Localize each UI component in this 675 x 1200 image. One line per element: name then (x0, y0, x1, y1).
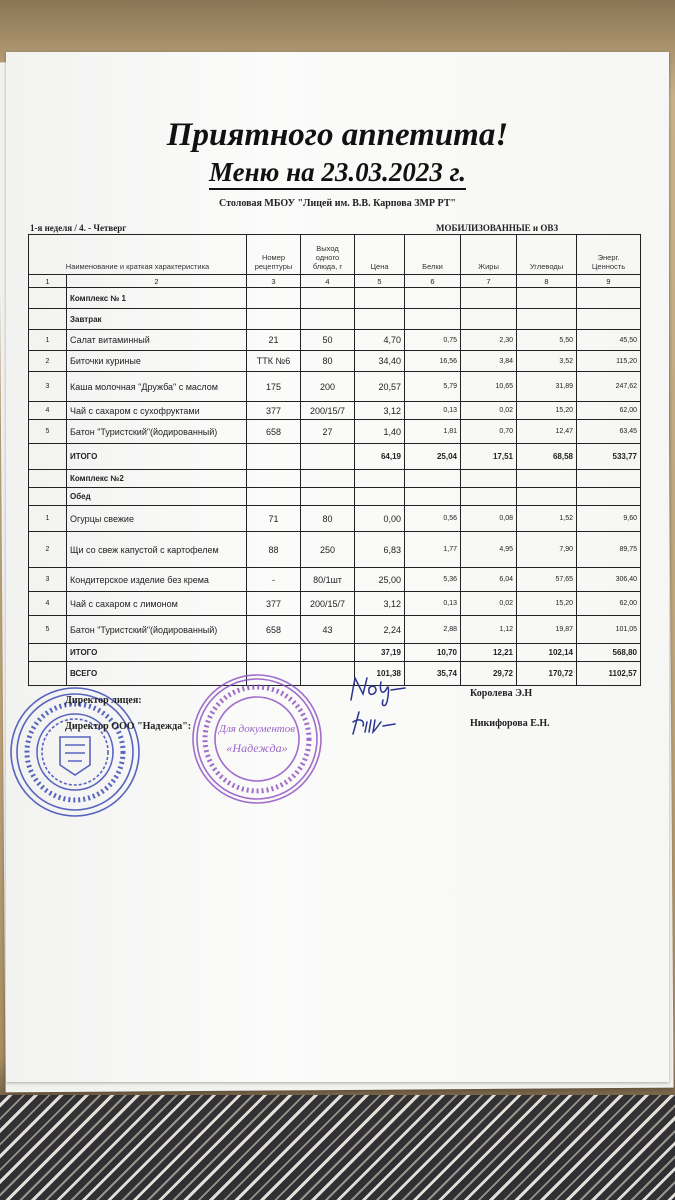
cell-price: 4,70 (355, 330, 405, 351)
cell-price: 1,40 (355, 420, 405, 444)
header-carbs: Углеводы (517, 235, 577, 275)
table-row (29, 372, 641, 402)
table-row (29, 568, 641, 592)
cell-fat: 0,02 (461, 402, 517, 420)
col-number: 6 (405, 275, 461, 288)
total-carbs: 68,58 (517, 444, 577, 470)
cell-protein: 0,13 (405, 592, 461, 616)
cell-name: Кондитерское изделие без крема (67, 568, 247, 592)
total-price: 37,19 (355, 644, 405, 662)
cell-carbs: 12,47 (517, 420, 577, 444)
cell-recipe: 88 (247, 532, 301, 568)
cell-protein: 0,75 (405, 330, 461, 351)
column-numbers-row (29, 275, 641, 288)
cell-yield: 80/1шт (301, 568, 355, 592)
cell-carbs: 1,52 (517, 506, 577, 532)
cell-fat: 10,65 (461, 372, 517, 402)
cell-name: Щи со свеж капустой с картофелем (67, 532, 247, 568)
cell-yield: 43 (301, 616, 355, 644)
cell-carbs: 19,87 (517, 616, 577, 644)
total-row (29, 644, 641, 662)
complex-label: Комплекс №2 (67, 470, 247, 488)
col-number: 4 (301, 275, 355, 288)
cell-yield: 50 (301, 330, 355, 351)
cell-yield: 200 (301, 372, 355, 402)
total-fat: 12,21 (461, 644, 517, 662)
director-label: Директор лицея: (65, 695, 142, 706)
meal-row (29, 488, 641, 506)
col-number: 5 (355, 275, 405, 288)
meal-label: Завтрак (67, 309, 247, 330)
col-number: 7 (461, 275, 517, 288)
cell-yield: 200/15/7 (301, 592, 355, 616)
cell-name: Чай с сахаром с лимоном (67, 592, 247, 616)
organization-name: Столовая МБОУ "Лицей им. В.В. Карпова ЗМР РТ" (219, 198, 456, 209)
menu-date (6, 157, 669, 188)
meal-label: Обед (67, 488, 247, 506)
cell-protein: 1,81 (405, 420, 461, 444)
page-title: Приятного аппетита! (166, 117, 509, 153)
cell-energy: 115,20 (577, 351, 641, 372)
col-number: 2 (67, 275, 247, 288)
col-number: 3 (247, 275, 301, 288)
complex-label: Комплекс № 1 (67, 288, 247, 309)
cell-recipe: 658 (247, 420, 301, 444)
table-row (29, 402, 641, 420)
header-yield: Выход одного блюда, г (301, 235, 355, 275)
total-energy: 533,77 (577, 444, 641, 470)
total-protein: 10,70 (405, 644, 461, 662)
cell-recipe: 377 (247, 592, 301, 616)
cell-carbs: 15,20 (517, 592, 577, 616)
cell-no: 5 (29, 616, 67, 644)
company-stamp-icon (190, 672, 325, 807)
menu-date-text: Меню на 23.03.2023 г. (209, 157, 466, 190)
col-number: 9 (577, 275, 641, 288)
cell-price: 20,57 (355, 372, 405, 402)
cell-name: Салат витаминный (67, 330, 247, 351)
grand-total-fat: 29,72 (461, 662, 517, 686)
total-price: 64,19 (355, 444, 405, 470)
header-fat: Жиры (461, 235, 517, 275)
table-row (29, 592, 641, 616)
complex1-rows (29, 330, 641, 444)
cell-energy: 101,05 (577, 616, 641, 644)
grand-total-energy: 1102,57 (577, 662, 641, 686)
cell-energy: 89,75 (577, 532, 641, 568)
cell-fat: 4,95 (461, 532, 517, 568)
section-row (29, 470, 641, 488)
cell-protein: 16,56 (405, 351, 461, 372)
cell-yield: 80 (301, 351, 355, 372)
cell-price: 3,12 (355, 592, 405, 616)
cell-recipe: - (247, 568, 301, 592)
cell-name: Биточки куриные (67, 351, 247, 372)
total-fat: 17,51 (461, 444, 517, 470)
stamp-name-text: «Надежда» (226, 741, 288, 755)
company-director-name: Никифорова Е.Н. (470, 718, 550, 729)
cell-no: 4 (29, 592, 67, 616)
cell-no: 2 (29, 532, 67, 568)
complex2-rows (29, 506, 641, 644)
cell-fat: 0,08 (461, 506, 517, 532)
cell-price: 6,83 (355, 532, 405, 568)
cell-fat: 0,02 (461, 592, 517, 616)
table-row (29, 506, 641, 532)
grand-total-row (29, 662, 641, 686)
cell-energy: 9,60 (577, 506, 641, 532)
table-header-row (29, 235, 641, 275)
week-day-label: 1-я неделя / 4. - Четверг (30, 223, 127, 233)
cell-protein: 0,56 (405, 506, 461, 532)
cell-name: Батон "Туристский"(йодированный) (67, 616, 247, 644)
cell-energy: 62,00 (577, 402, 641, 420)
cell-price: 2,24 (355, 616, 405, 644)
cell-protein: 2,88 (405, 616, 461, 644)
cell-energy: 247,62 (577, 372, 641, 402)
cell-protein: 1,77 (405, 532, 461, 568)
company-director-label: Директор ООО "Надежда": (65, 721, 192, 732)
cell-recipe: 377 (247, 402, 301, 420)
cell-carbs: 7,90 (517, 532, 577, 568)
cell-name: Каша молочная "Дружба" с маслом (67, 372, 247, 402)
header-price: Цена (355, 235, 405, 275)
cell-name: Чай с сахаром с сухофруктами (67, 402, 247, 420)
cell-protein: 0,13 (405, 402, 461, 420)
total-row (29, 444, 641, 470)
cell-no: 5 (29, 420, 67, 444)
cell-energy: 45,50 (577, 330, 641, 351)
category-label: МОБИЛИЗОВАННЫЕ и ОВЗ (436, 223, 559, 233)
cell-no: 4 (29, 402, 67, 420)
cell-no: 2 (29, 351, 67, 372)
header-name: Наименование и краткая характеристика (29, 235, 247, 275)
cell-carbs: 5,50 (517, 330, 577, 351)
cell-yield: 27 (301, 420, 355, 444)
total-energy: 568,80 (577, 644, 641, 662)
table-row (29, 420, 641, 444)
cell-no: 1 (29, 506, 67, 532)
cell-no: 3 (29, 568, 67, 592)
cell-yield: 250 (301, 532, 355, 568)
cell-protein: 5,36 (405, 568, 461, 592)
cell-fat: 2,30 (461, 330, 517, 351)
total-label: ИТОГО (67, 444, 247, 470)
total-label: ИТОГО (67, 644, 247, 662)
menu-document (6, 52, 669, 1082)
grand-total-carbs: 170,72 (517, 662, 577, 686)
cell-recipe: 21 (247, 330, 301, 351)
menu-table (28, 234, 641, 686)
cell-fat: 0,70 (461, 420, 517, 444)
header-protein: Белки (405, 235, 461, 275)
total-carbs: 102,14 (517, 644, 577, 662)
cell-no: 3 (29, 372, 67, 402)
section-row (29, 288, 641, 309)
table-row (29, 351, 641, 372)
table-row (29, 616, 641, 644)
cell-price: 25,00 (355, 568, 405, 592)
cell-carbs: 31,89 (517, 372, 577, 402)
stamp-center-text: Для документов (218, 723, 296, 735)
cell-fat: 1,12 (461, 616, 517, 644)
cell-price: 34,40 (355, 351, 405, 372)
header-energy: Энерг. Ценность (577, 235, 641, 275)
handwritten-signatures-icon (345, 672, 430, 742)
meal-row (29, 309, 641, 330)
cell-yield: 80 (301, 506, 355, 532)
grand-total-price: 101,38 (355, 662, 405, 686)
cell-price: 3,12 (355, 402, 405, 420)
grand-total-label: ВСЕГО (67, 662, 247, 686)
cell-price: 0,00 (355, 506, 405, 532)
cell-name: Батон "Туристский"(йодированный) (67, 420, 247, 444)
table-row (29, 532, 641, 568)
grand-total-protein: 35,74 (405, 662, 461, 686)
cell-protein: 5,79 (405, 372, 461, 402)
cell-name: Огурцы свежие (67, 506, 247, 532)
cell-energy: 63,45 (577, 420, 641, 444)
total-protein: 25,04 (405, 444, 461, 470)
fabric-background (0, 1095, 675, 1200)
cell-no: 1 (29, 330, 67, 351)
cell-recipe: ТТК №6 (247, 351, 301, 372)
cell-carbs: 15,20 (517, 402, 577, 420)
cell-energy: 62,00 (577, 592, 641, 616)
cell-recipe: 175 (247, 372, 301, 402)
cell-yield: 200/15/7 (301, 402, 355, 420)
director-name: Королева Э.Н (470, 688, 533, 699)
cell-carbs: 57,65 (517, 568, 577, 592)
cell-recipe: 71 (247, 506, 301, 532)
cell-recipe: 658 (247, 616, 301, 644)
header-recipe: Номер рецептуры (247, 235, 301, 275)
cell-energy: 306,40 (577, 568, 641, 592)
cell-carbs: 3,52 (517, 351, 577, 372)
cell-fat: 6,04 (461, 568, 517, 592)
table-row (29, 330, 641, 351)
col-number: 8 (517, 275, 577, 288)
cell-fat: 3,84 (461, 351, 517, 372)
col-number: 1 (29, 275, 67, 288)
